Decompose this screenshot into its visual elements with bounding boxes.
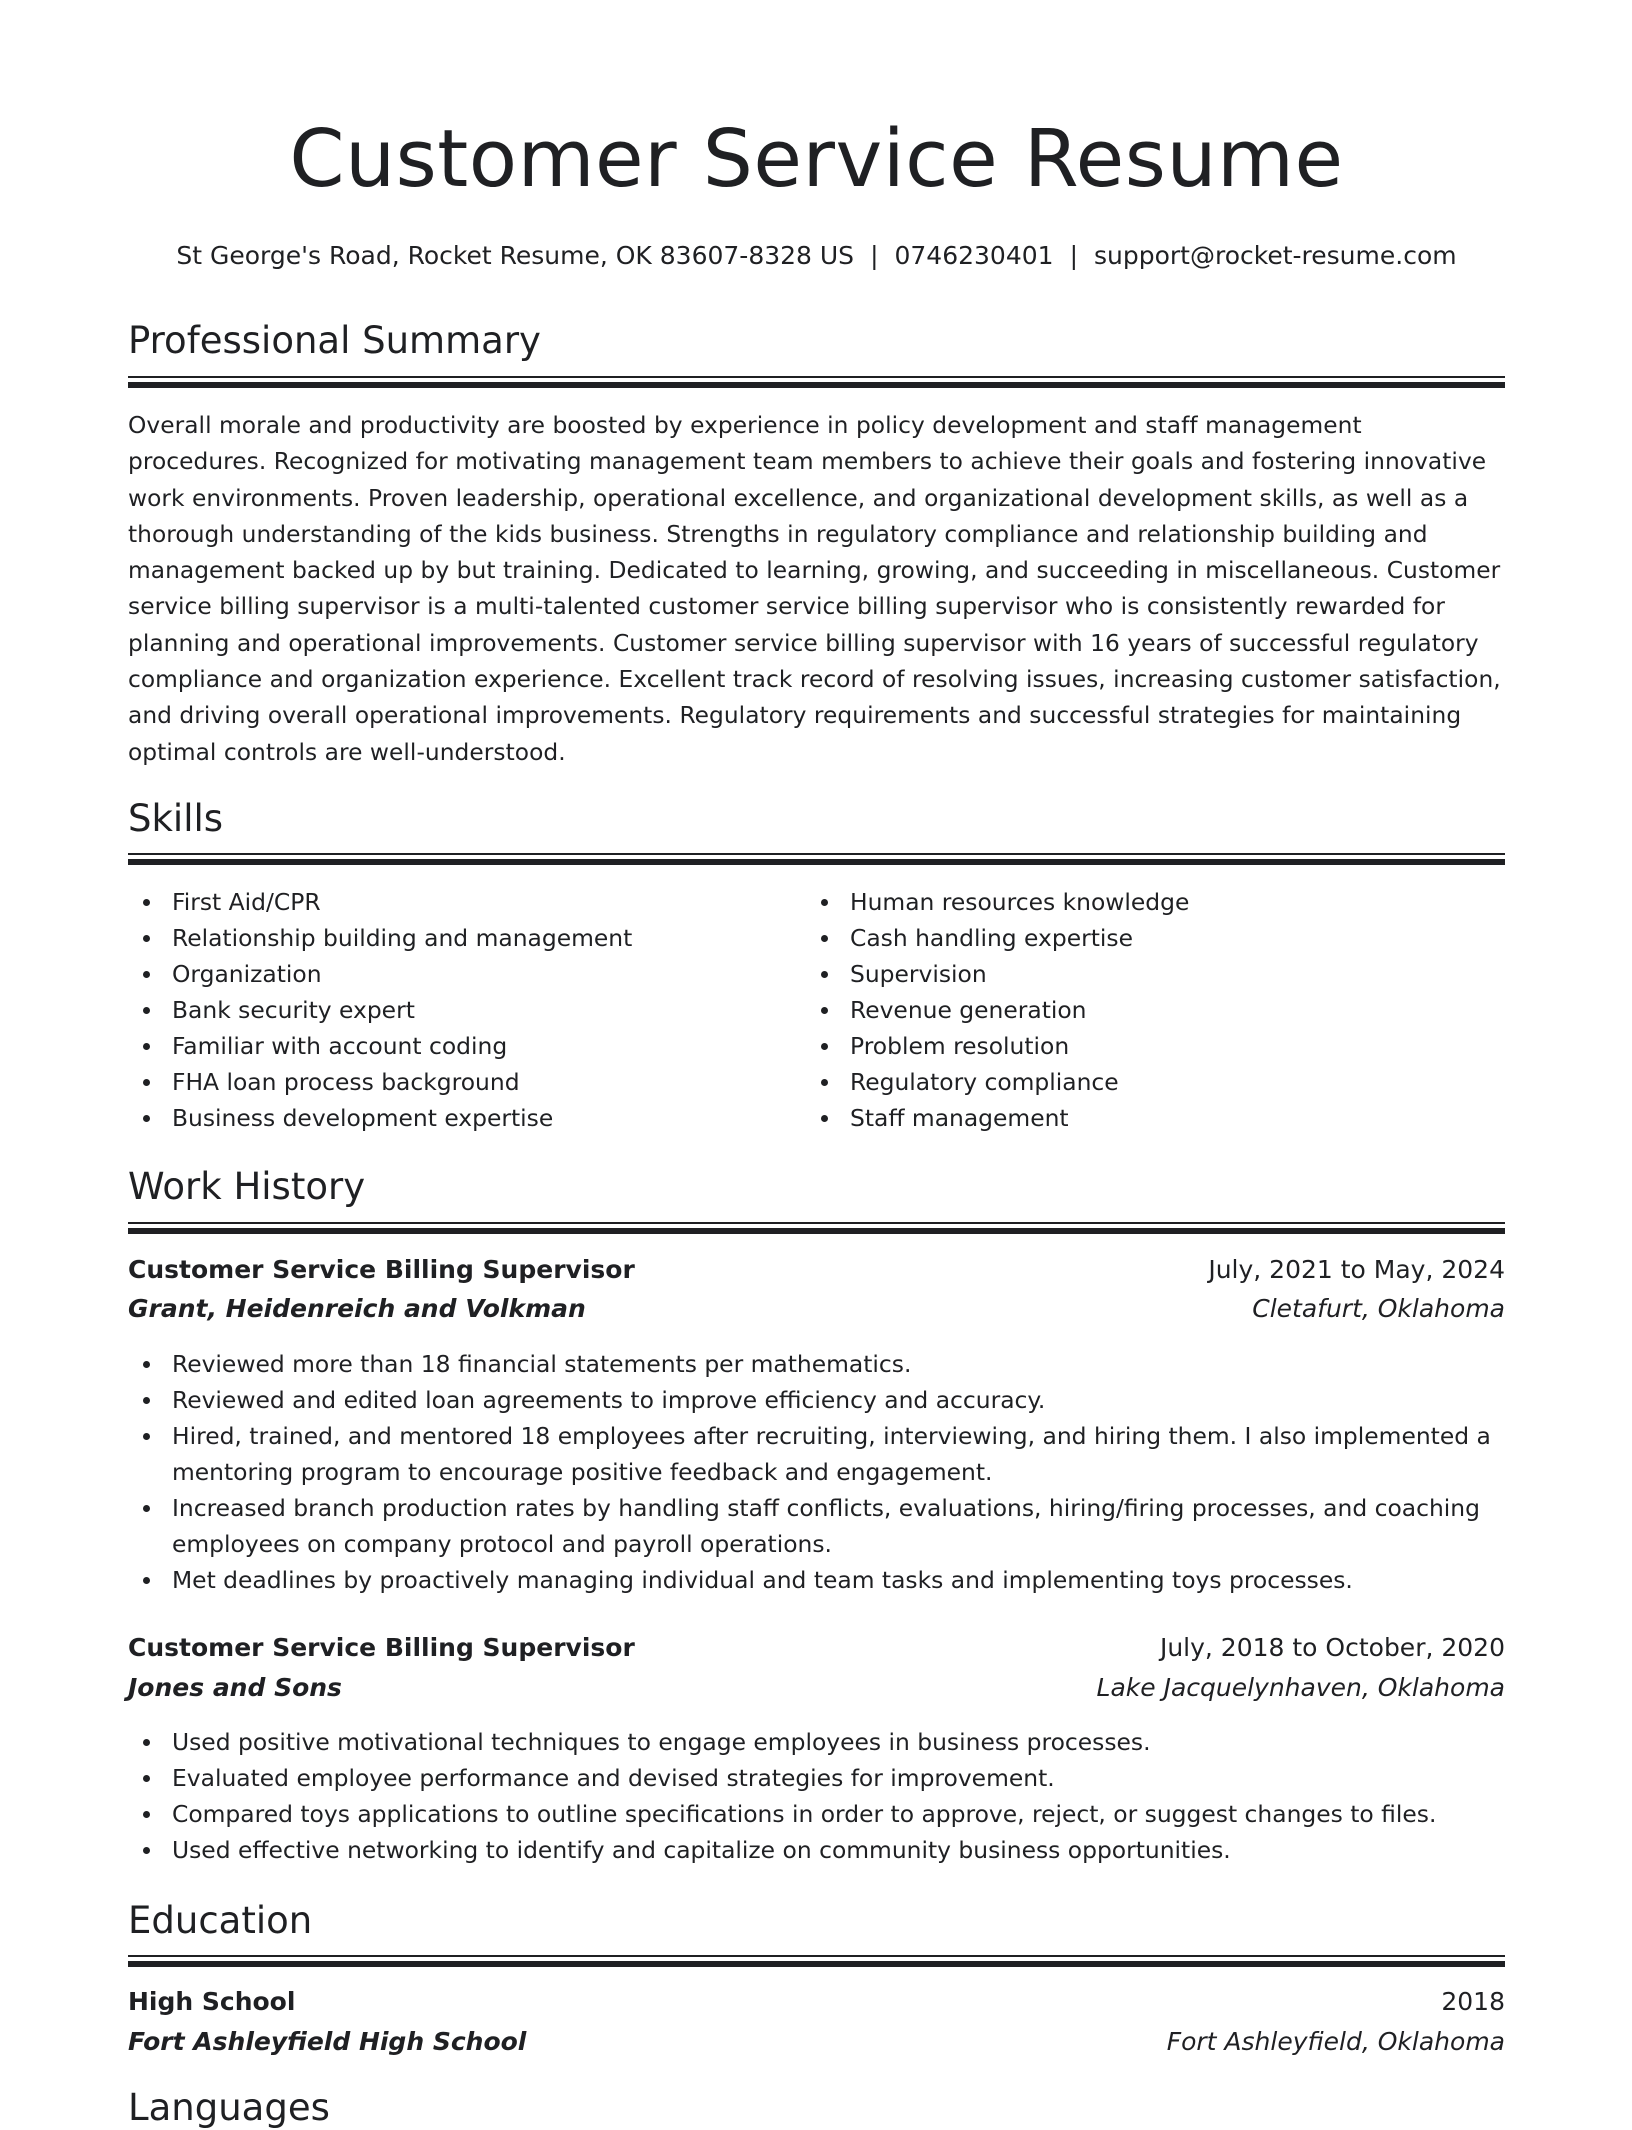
summary-text: Overall morale and productivity are boosted by experience in policy development and staff management procedures. Recognized for motivating management team members to achieve their goals and fostering innovative work environments. Proven leadership, operational excellence, and organizational development skills, as well as a thorough understanding of the kids business. Strengths in regulatory compliance and relationship building and management backed up by but training. Dedicated to learning, growing, and succeeding in miscellaneous. Customer service billing supervisor is a multi-talented customer service billing supervisor who is consistently rewarded for planning and operational improvements. Customer service billing supervisor with 16 years of successful regulatory compliance and organization experience. Excellent track record of resolving issues, increasing customer satisfaction, and driving overall operational improvements. Regulatory requirements and successful strategies for maintaining optimal controls are well-understood. <box>128 412 1501 766</box>
education-location: Fort Ashleyfield, Oklahoma <box>1166 2027 1505 2056</box>
job-location: Lake Jacquelynhaven, Oklahoma <box>1096 1673 1505 1702</box>
section-divider <box>128 853 1505 865</box>
job-duty-item: Hired, trained, and mentored 18 employees after recruiting, interviewing, and hiring them. I also implemented a mentoring program to encourage positive feedback and engagement. <box>128 1418 1505 1490</box>
job-header <box>128 1633 1505 1671</box>
skill-item: Cash handling expertise <box>806 920 1189 956</box>
job-header <box>128 1255 1505 1293</box>
job-location: Cletafurt, Oklahoma <box>1252 1294 1505 1323</box>
section-divider <box>128 1955 1505 1967</box>
resume-page <box>128 0 1505 2129</box>
job-title: Customer Service Billing Supervisor <box>128 1633 635 1662</box>
skill-item: Familiar with account coding <box>128 1028 632 1064</box>
job-company: Grant, Heidenreich and Volkman <box>128 1294 586 1323</box>
section-heading-education: Education <box>128 1899 313 1942</box>
skill-item: Revenue generation <box>806 992 1189 1028</box>
job-title: Customer Service Billing Supervisor <box>128 1255 635 1284</box>
skill-item: Problem resolution <box>806 1028 1189 1064</box>
job-dates: July, 2018 to October, 2020 <box>1159 1633 1505 1662</box>
skill-item: First Aid/CPR <box>128 884 632 920</box>
skill-item: Supervision <box>806 956 1189 992</box>
education-year: 2018 <box>1441 1987 1505 2016</box>
job-company: Jones and Sons <box>128 1673 342 1702</box>
skill-item: FHA loan process background <box>128 1064 632 1100</box>
education-degree: High School <box>128 1987 296 2016</box>
job-duty-item: Used effective networking to identify and capitalize on community business opportunities. <box>128 1832 1505 1868</box>
section-divider <box>128 1222 1505 1234</box>
contact-line <box>128 240 1505 272</box>
job-employer <box>128 1294 1505 1332</box>
section-divider <box>128 376 1505 388</box>
skill-item: Staff management <box>806 1100 1189 1136</box>
skills-list-right <box>806 884 1189 1136</box>
resume-title: Customer Service Resume <box>289 113 1344 205</box>
job-employer <box>128 1673 1505 1711</box>
contact-address: St George's Road, Rocket Resume, OK 83607-8328 US <box>176 241 855 270</box>
skill-item: Human resources knowledge <box>806 884 1189 920</box>
job-duty-item: Met deadlines by proactively managing individual and team tasks and implementing toys processes. <box>128 1562 1505 1598</box>
job-duties-list <box>128 1724 1505 1868</box>
skills-list-left <box>128 884 632 1136</box>
contact-phone: 0746230401 <box>894 241 1054 270</box>
section-heading-languages: Languages <box>128 2086 330 2129</box>
section-heading-work-history: Work History <box>128 1165 366 1208</box>
contact-email: support@rocket-resume.com <box>1094 241 1457 270</box>
skill-item: Relationship building and management <box>128 920 632 956</box>
education-school-row <box>128 2027 1505 2065</box>
education-header <box>128 1987 1505 2025</box>
section-heading-skills: Skills <box>128 797 224 840</box>
skill-item: Business development expertise <box>128 1100 632 1136</box>
skill-item: Bank security expert <box>128 992 632 1028</box>
skill-item: Organization <box>128 956 632 992</box>
job-duties-list <box>128 1346 1505 1598</box>
job-dates: July, 2021 to May, 2024 <box>1208 1255 1505 1284</box>
contact-separator: | <box>1069 241 1078 270</box>
job-duty-item: Reviewed more than 18 financial statements per mathematics. <box>128 1346 1505 1382</box>
job-duty-item: Compared toys applications to outline specifications in order to approve, reject, or suggest changes to files. <box>128 1796 1505 1832</box>
job-duty-item: Evaluated employee performance and devised strategies for improvement. <box>128 1760 1505 1796</box>
job-duty-item: Reviewed and edited loan agreements to improve efficiency and accuracy. <box>128 1382 1505 1418</box>
section-heading-summary: Professional Summary <box>128 319 541 362</box>
contact-separator: | <box>870 241 879 270</box>
job-duty-item: Increased branch production rates by handling staff conflicts, evaluations, hiring/firing processes, and coaching employees on company protocol and payroll operations. <box>128 1490 1505 1562</box>
skill-item: Regulatory compliance <box>806 1064 1189 1100</box>
education-school: Fort Ashleyfield High School <box>128 2027 527 2056</box>
job-duty-item: Used positive motivational techniques to engage employees in business processes. <box>128 1724 1505 1760</box>
